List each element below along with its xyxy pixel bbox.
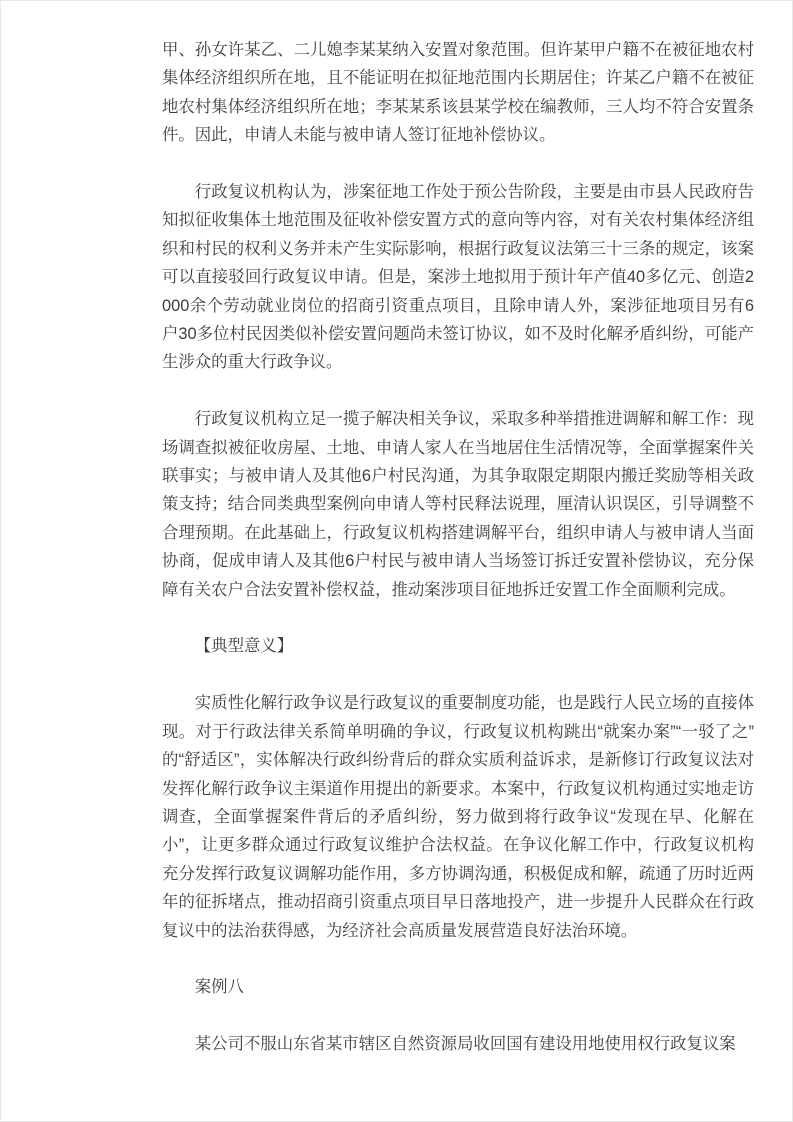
document-paragraph: 行政复议机构认为，涉案征地工作处于预公告阶段，主要是由市县人民政府告知拟征收集体土地范围及征收补偿安置方式的意向等内容，对有关农村集体经济组织和村民的权利义务并未产生实际影响，根据行政复议法第三十三条的规定，该案可以直接驳回行政复议申请。但是，案涉土地拟用于预计年产值40多亿元、创造2000余个劳动就业岗位的招商引资重点项目，且除申请人外，案涉征地项目另有6户30多位村民因类似补偿安置问题尚未签订协议，如不及时化解矛盾纠纷，可能产生涉众的重大行政争议。	[162, 183, 754, 372]
section-heading: 【典型意义】	[194, 637, 294, 656]
document-paragraph: 实质性化解行政争议是行政复议的重要制度功能，也是践行人民立场的直接体现。对于行政法律关系简单明确的争议，行政复议机构跳出“就案办案”“一驳了之”的“舒适区”，实体解决行政纠纷背后的群众实质利益诉求，是新修订行政复议法对发挥化解行政争议主渠道作用提出的新要求。本案中，行政复议机构通过实地走访调查，全面掌握案件背后的矛盾纠纷，努力做到将行政争议“发现在早、化解在小”，让更多群众通过行政复议维护合法权益。在争议化解工作中，行政复议机构充分发挥行政复议调解功能作用，多方协调沟通，积极促成和解，疏通了历时近两年的征拆堵点，推动招商引资重点项目早日落地投产，进一步提升人民群众在行政复议中的法治获得感，为经济社会高质量发展营造良好法治环境。	[162, 694, 754, 940]
document-paragraph: 某公司不服山东省某市辖区自然资源局收回国有建设用地使用权行政复议案	[194, 1035, 736, 1054]
document-paragraph: 甲、孙女许某乙、二儿媳李某某纳入安置对象范围。但许某甲户籍不在被征地农村集体经济组织所在地，且不能证明在拟征地范围内长期居住；许某乙户籍不在被征地农村集体经济组织所在地；李某某系该县某学校在编教师，三人均不符合安置条件。因此，申请人未能与被申请人签订征地补偿协议。	[162, 41, 754, 145]
document-paragraph: 行政复议机构立足一揽子解决相关争议，采取多种举措推进调解和解工作：现场调查拟被征收房屋、土地、申请人家人在当地居住生活情况等，全面掌握案件关联事实；与被申请人及其他6户村民沟通，为其争取限定期限内搬迁奖励等相关政策支持；结合同类典型案例向申请人等村民释法说理，厘清认识误区，引导调整不合理预期。在此基础上，行政复议机构搭建调解平台，组织申请人与被申请人当面协商，促成申请人及其他6户村民与被申请人当场签订拆迁安置补偿协议，充分保障有关农户合法安置补偿权益，推动案涉项目征地拆迁安置工作全面顺利完成。	[162, 410, 754, 599]
document-content	[162, 36, 754, 1087]
section-heading: 案例八	[194, 978, 244, 997]
